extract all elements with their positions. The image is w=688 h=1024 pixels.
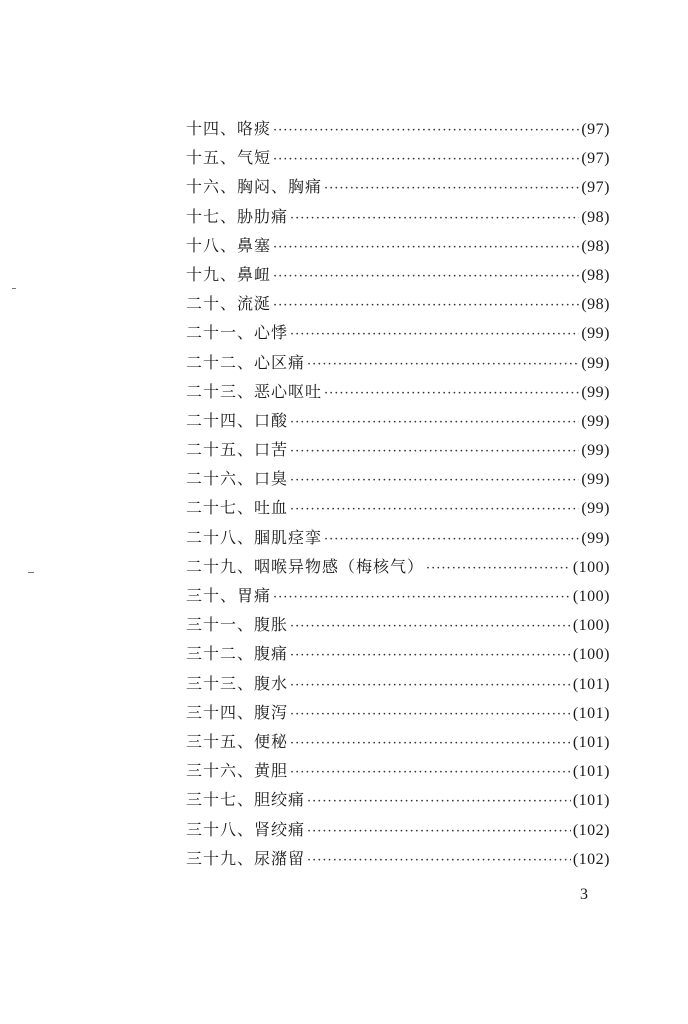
toc-entry-number: 二十一、 [186, 323, 255, 343]
toc-dot-leader [307, 350, 579, 379]
toc-entry-page: (102) [572, 850, 610, 868]
toc-entry-page: (99) [581, 412, 610, 430]
toc-entry-page: (97) [581, 179, 610, 197]
toc-entry-title: 鼻衄 [237, 264, 272, 284]
toc-entry [186, 464, 610, 493]
toc-entry-page: (99) [581, 325, 610, 343]
toc-entry-page: (98) [581, 237, 610, 255]
toc-entry-title: 尿潴留 [254, 848, 306, 868]
toc-entry [186, 523, 610, 552]
toc-entry-title: 肾绞痛 [254, 819, 306, 839]
toc-entry-number: 二十六、 [186, 469, 255, 489]
toc-entry-title: 心区痛 [254, 352, 306, 372]
toc-entry-number: 二十、 [186, 294, 238, 314]
toc-entry [186, 172, 610, 201]
toc-entry [186, 844, 610, 873]
toc-dot-leader [290, 758, 571, 787]
toc-entry [186, 348, 610, 377]
toc-entry-page: (99) [581, 354, 610, 372]
toc-entry-number: 二十八、 [186, 527, 255, 547]
toc-dot-leader [273, 262, 579, 291]
page-number: 3 [580, 886, 588, 903]
toc-dot-leader [307, 846, 571, 875]
toc-entry [186, 289, 610, 318]
toc-entry-page: (100) [572, 646, 610, 664]
toc-entry-number: 二十四、 [186, 410, 255, 430]
toc-entry-number: 二十五、 [186, 440, 255, 460]
toc-entry [186, 143, 610, 172]
toc-dot-leader [273, 233, 579, 262]
toc-entry [186, 727, 610, 756]
toc-entry-title: 便秘 [254, 731, 289, 751]
toc-entry-title: 心悸 [254, 323, 289, 343]
toc-entry-page: (99) [581, 529, 610, 547]
toc-entry-number: 三十三、 [186, 673, 255, 693]
toc-entry-page: (98) [581, 208, 610, 226]
toc-entry-title: 胸闷、胸痛 [237, 177, 323, 197]
toc-entry-number: 二十三、 [186, 381, 255, 401]
toc-entry-page: (101) [572, 733, 610, 751]
toc-entry [186, 669, 610, 698]
toc-entry-number: 十六、 [186, 177, 238, 197]
toc-entry-number: 三十六、 [186, 761, 255, 781]
toc-entry [186, 610, 610, 639]
toc-entry [186, 260, 610, 289]
toc-entry-title: 流涎 [237, 294, 272, 314]
toc-entry-title: 腹泻 [254, 702, 289, 722]
toc-entry-title: 胆绞痛 [254, 790, 306, 810]
toc-entry-title: 恶心呕吐 [254, 381, 323, 401]
toc-dot-leader [324, 379, 579, 408]
toc-entry-title: 腹水 [254, 673, 289, 693]
toc-entry-title: 胃痛 [237, 586, 272, 605]
toc-dot-leader [290, 408, 579, 437]
toc-entry [186, 114, 610, 143]
toc-dot-leader [273, 583, 571, 612]
toc-dot-leader [290, 612, 571, 641]
toc-dot-leader [290, 641, 571, 670]
toc-entry-number: 三十七、 [186, 790, 255, 810]
toc-entry [186, 202, 610, 231]
toc-entry [186, 698, 610, 727]
toc-entry-title: 黄胆 [254, 761, 289, 781]
toc-entry [186, 318, 610, 347]
toc-dot-leader [307, 787, 571, 816]
toc-entry-page: (100) [572, 588, 610, 605]
toc-entry-number: 三十二、 [186, 644, 255, 664]
toc-entry-number: 三十、 [186, 586, 238, 605]
toc-dot-leader [290, 437, 579, 466]
toc-entry-page: (99) [581, 471, 610, 489]
toc-entry-number: 三十五、 [186, 731, 255, 751]
toc-entry-title: 鼻塞 [237, 235, 272, 255]
toc-entry-page: (100) [572, 617, 610, 635]
toc-dot-leader [273, 291, 579, 320]
toc-entry-page: (99) [581, 383, 610, 401]
toc-dot-leader [290, 700, 571, 729]
toc-entry-title: 胁肋痛 [237, 206, 289, 226]
toc-entry [186, 756, 610, 785]
toc-entry [186, 231, 610, 260]
toc-entry [186, 493, 610, 522]
toc-entry-page: (98) [581, 266, 610, 284]
toc-dot-leader [273, 116, 579, 145]
toc-entry-title: 口酸 [254, 410, 289, 430]
toc-entry-title: 吐血 [254, 498, 289, 518]
toc-entry-title: 气短 [237, 148, 272, 168]
toc-entry-title: 腹胀 [254, 615, 289, 635]
toc-entry-page: (102) [572, 821, 610, 839]
table-of-contents [186, 114, 610, 873]
toc-dot-leader [273, 145, 579, 174]
toc-entry-page: (101) [572, 763, 610, 781]
toc-entry-number: 十五、 [186, 148, 238, 168]
toc-entry-number: 三十九、 [186, 848, 255, 868]
toc-entry [186, 552, 610, 581]
toc-entry-number: 三十八、 [186, 819, 255, 839]
toc-entry [186, 435, 610, 464]
toc-entry-number: 二十九、 [186, 556, 255, 576]
toc-entry-title: 腹痛 [254, 644, 289, 664]
toc-entry-title: 咽喉异物感（梅核气） [254, 556, 425, 576]
toc-entry-number: 十四、 [186, 119, 238, 138]
toc-entry-page: (99) [581, 500, 610, 518]
toc-entry-number: 十七、 [186, 206, 238, 226]
toc-dot-leader [290, 466, 579, 495]
toc-dot-leader [307, 817, 571, 846]
toc-entry-page: (97) [581, 121, 610, 138]
toc-entry-page: (101) [572, 704, 610, 722]
toc-entry-page: (97) [581, 150, 610, 168]
toc-dot-leader [290, 320, 579, 349]
scan-speck [28, 572, 34, 573]
toc-dot-leader [290, 495, 579, 524]
toc-entry-page: (101) [572, 675, 610, 693]
toc-entry-number: 十九、 [186, 264, 238, 284]
toc-entry-number: 三十四、 [186, 702, 255, 722]
toc-entry-page: (99) [581, 442, 610, 460]
toc-entry [186, 406, 610, 435]
toc-entry-title: 腘肌痉挛 [254, 527, 323, 547]
toc-dot-leader [290, 204, 579, 233]
toc-entry-page: (101) [572, 792, 610, 810]
toc-entry-number: 二十七、 [186, 498, 255, 518]
scan-speck [12, 288, 16, 289]
toc-entry-title: 口苦 [254, 440, 289, 460]
toc-entry-page: (100) [572, 558, 610, 576]
toc-entry [186, 581, 610, 610]
toc-entry-number: 十八、 [186, 235, 238, 255]
toc-entry-number: 二十二、 [186, 352, 255, 372]
toc-dot-leader [290, 671, 571, 700]
toc-entry-title: 口臭 [254, 469, 289, 489]
toc-entry [186, 639, 610, 668]
toc-entry [186, 377, 610, 406]
toc-dot-leader [324, 525, 579, 554]
toc-dot-leader [426, 554, 571, 583]
toc-dot-leader [290, 729, 571, 758]
toc-entry-page: (98) [581, 296, 610, 314]
toc-entry [186, 815, 610, 844]
toc-entry-title: 咯痰 [237, 119, 272, 138]
toc-entry [186, 785, 610, 814]
toc-dot-leader [324, 174, 579, 203]
toc-entry-number: 三十一、 [186, 615, 255, 635]
